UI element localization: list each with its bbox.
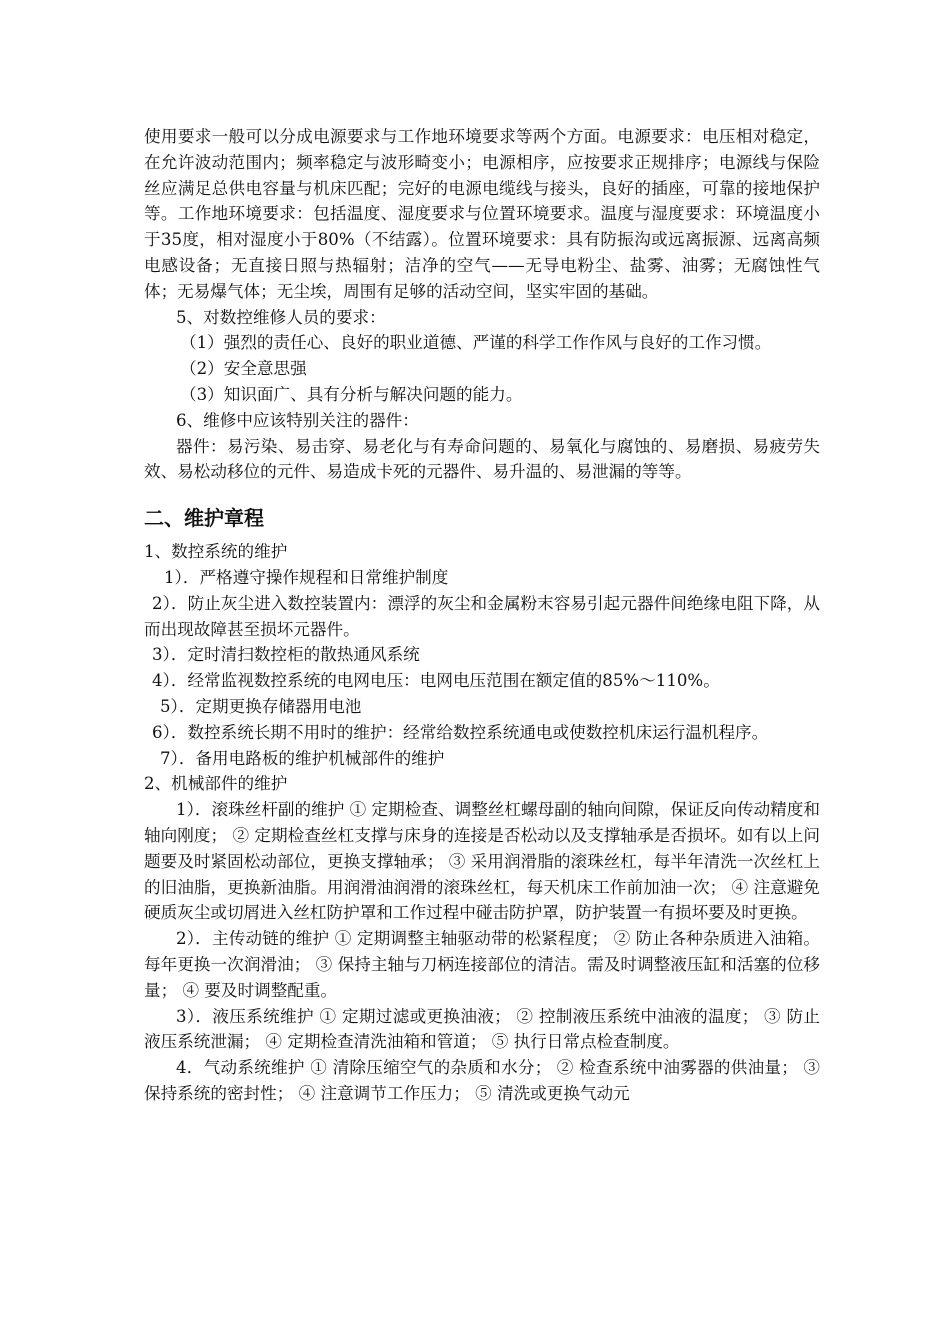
subsection-1-item-2: 2）．防止灰尘进入数控装置内：漂浮的灰尘和金属粉末容易引起元器件间绝缘电阻下降，从而出现故障甚至损坏元器件。 bbox=[144, 593, 820, 639]
subsection-2-title: 2、机械部件的维护 bbox=[144, 774, 288, 794]
section-6-title: 6、维修中应该特别关注的器件： bbox=[176, 410, 419, 430]
subsection-1-title: 1、数控系统的维护 bbox=[144, 542, 288, 562]
document-page bbox=[144, 124, 820, 1107]
subsection-2-item-1: 1）．滚珠丝杆副的维护 ① 定期检查、调整丝杠螺母副的轴向间隙，保证反向传动精度和轴向刚度； ② 定期检查丝杠支撑与床身的连接是否松动以及支撑轴承是否损坏。如有以上问题要及时紧固松动部位，更换支撑轴承； ③ 采用润滑脂的滚珠丝杠，每半年清洗一次丝杠上的旧油脂，更换新油脂。用润滑油润滑的滚珠丝杠，每天机床工作前加油一次； ④ 注意避免硬质灰尘或切屑进入丝杠防护罩和工作过程中碰击防护罩，防护装置一有损坏要及时更换。 bbox=[144, 800, 821, 923]
section-5-item-1: （1）强烈的责任心、良好的职业道德、严谨的科学工作作风与良好的工作习惯。 bbox=[180, 333, 772, 353]
intro-paragraph: 使用要求一般可以分成电源要求与工作地环境要求等两个方面。电源要求：电压相对稳定，在允许波动范围内；频率稳定与波形畸变小；电源相序，应按要求正规排序；电源线与保险丝应满足总供电容量与机床匹配；完好的电源电缆线与接头，良好的插座，可靠的接地保护等。工作地环境要求：包括温度、湿度要求与位置环境要求。温度与湿度要求：环境温度小于35度，相对湿度小于80%（不结露）。位置环境要求：具有防振沟或远离振源、远离高频电感设备；无直接日照与热辐射；洁净的空气——无导电粉尘、盐雾、油雾；无腐蚀性气体；无易爆气体；无尘埃，周围有足够的活动空间，坚实牢固的基础。 bbox=[144, 127, 820, 301]
section-5-title: 5、对数控维修人员的要求： bbox=[176, 307, 386, 327]
subsection-1-item-4: 4）．经常监视数控系统的电网电压：电网电压范围在额定值的85%～110%。 bbox=[152, 671, 720, 691]
subsection-1-item-7: 7）．备用电路板的维护机械部件的维护 bbox=[160, 748, 445, 768]
subsection-2-item-3: 3）．液压系统维护 ① 定期过滤或更换油液； ② 控制液压系统中油液的温度； ③ 防止液压系统泄漏； ④ 定期检查清洗油箱和管道； ⑤ 执行日常点检查制度。 bbox=[144, 1006, 820, 1052]
subsection-1-item-5: 5）．定期更换存储器用电池 bbox=[160, 696, 362, 716]
subsection-2-item-4: 4．气动系统维护 ① 清除压缩空气的杂质和水分； ② 检查系统中油雾器的供油量； ③ 保持系统的密封性； ④ 注意调节工作压力； ⑤ 清洗或更换气动元 bbox=[144, 1058, 820, 1103]
subsection-1-item-6: 6）．数控系统长期不用时的维护：经常给数控系统通电或使数控机床运行温机程序。 bbox=[152, 722, 769, 742]
subsection-1-item-1: 1）．严格遵守操作规程和日常维护制度 bbox=[164, 567, 449, 587]
section-5-item-3: （3）知识面广、具有分析与解决问题的能力。 bbox=[180, 384, 523, 404]
subsection-1-item-3: 3）．定时清扫数控柜的散热通风系统 bbox=[152, 645, 420, 665]
heading-maintenance-rules: 二、维护章程 bbox=[144, 506, 264, 531]
section-6-body: 器件：易污染、易击穿、易老化与有寿命问题的、易氧化与腐蚀的、易磨损、易疲劳失效、易松动移位的元件、易造成卡死的元器件、易升温的、易泄漏的等等。 bbox=[144, 436, 820, 482]
subsection-2-item-2: 2）．主传动链的维护 ① 定期调整主轴驱动带的松紧程度； ② 防止各种杂质进入油箱。每年更换一次润滑油； ③ 保持主轴与刀柄连接部位的清洁。需及时调整液压缸和活塞的位移量； ④ 要及时调整配重。 bbox=[144, 929, 820, 1000]
section-5-item-2: （2）安全意思强 bbox=[180, 359, 307, 379]
